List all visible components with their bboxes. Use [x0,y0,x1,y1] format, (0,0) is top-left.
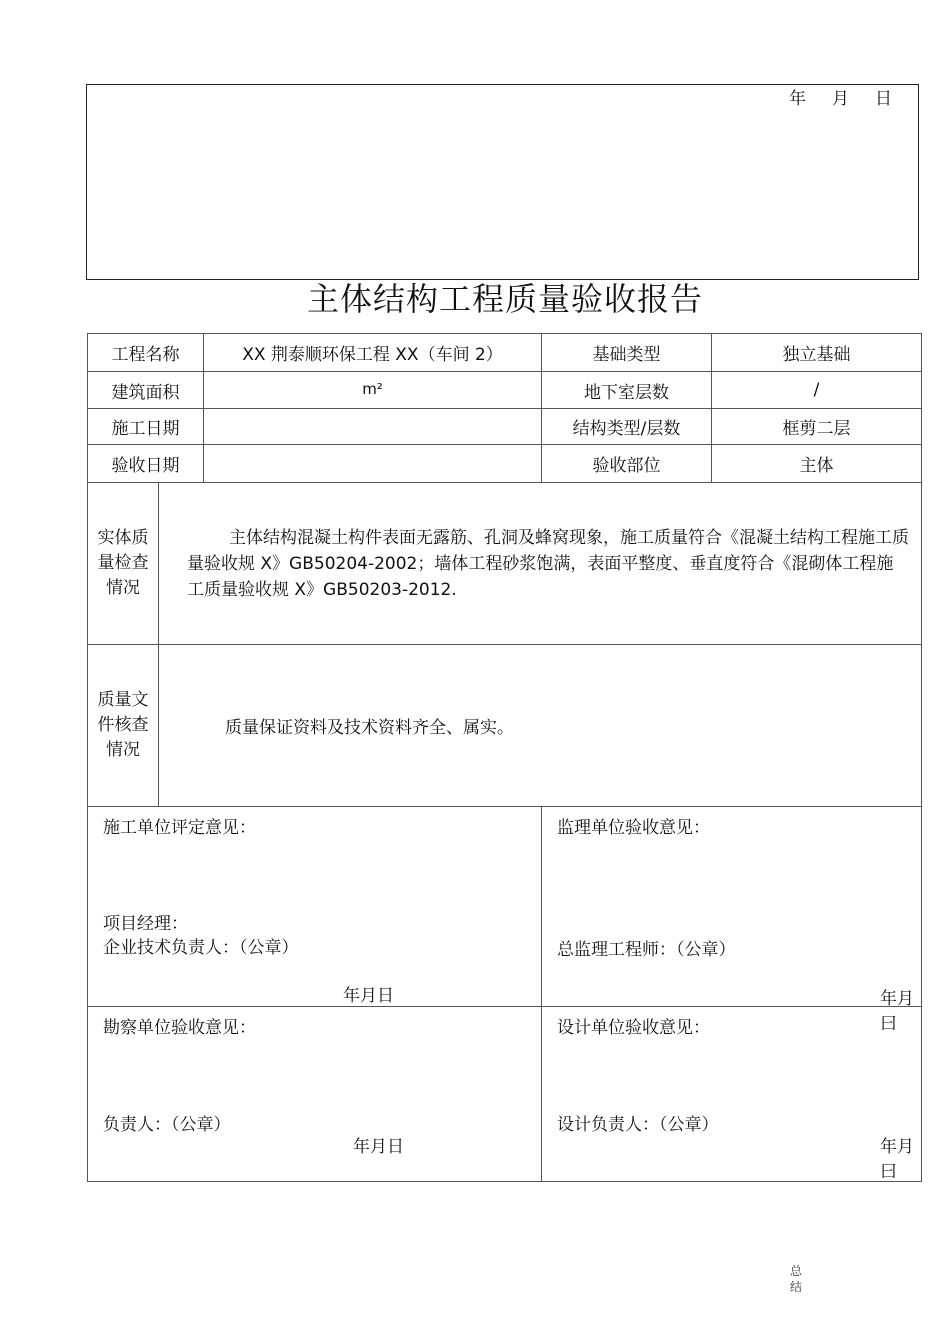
building-area-value[interactable]: m² [204,372,542,409]
construction-opinion-date: 年月日 [343,986,394,1006]
project-manager-label: 项目经理： [103,914,188,934]
doc-check-label [88,645,159,807]
top-date-day: 日 [875,89,894,109]
entity-check-label-line-1: 实体质 [97,528,149,548]
survey-opinion-date: 年月日 [353,1137,404,1157]
basement-floors-label: 地下室层数 [542,372,712,409]
foundation-type-value[interactable]: 独立基础 [712,334,922,372]
structure-type-value[interactable]: 框剪二层 [712,409,922,445]
chief-supervisor-label: 总监理工程师：（公章） [557,940,736,960]
construction-opinion-title: 施工单位评定意见： [103,818,256,838]
top-blank-box [86,84,919,280]
construction-date-value[interactable] [204,409,542,445]
entity-check-label-line-3: 情况 [106,578,140,598]
entity-check-label-line-2: 量检查 [97,553,149,573]
acceptance-date-value[interactable] [204,445,542,483]
acceptance-form [87,333,922,1182]
design-opinion-date: 年月曰 [880,1137,914,1182]
survey-opinion-title: 勘察单位验收意见： [103,1018,256,1038]
survey-lead-label: 负责人：（公章） [103,1115,231,1135]
top-date [789,84,918,109]
entity-check-content[interactable] [159,483,922,645]
design-lead-label: 设计负责人：（公章） [557,1115,719,1135]
row-acceptance-date [88,445,922,483]
entity-check-text: 主体结构混凝土构件表面无露筋、孔洞及蜂窝现象，施工质量符合《混凝土结构工程施工质量验收规 X》GB50204-2002；墙体工程砂浆饱满，表面平整度、垂直度符合《混砌体工程施工质量验收规 X》GB50203-2012. [187,527,909,600]
survey-opinion-box [88,1007,541,1181]
doc-check-content[interactable] [159,645,922,807]
page-title: 主体结构工程质量验收报告 [306,280,703,318]
acceptance-part-value[interactable]: 主体 [712,445,922,483]
supervision-opinion-title: 监理单位验收意见： [557,818,710,838]
top-rule-line [170,84,840,85]
project-name-value[interactable]: XX 荆泰顺环保工程 XX（车间 2） [204,334,542,372]
top-date-month: 月 [832,89,851,109]
row-entity-check [88,483,922,645]
supervision-opinion-date: 年月曰 [880,989,914,1034]
structure-type-label: 结构类型/层数 [542,409,712,445]
construction-tech-lead-label: 企业技术负责人：（公章） [103,938,299,958]
footer-line-1: 总 [790,1264,803,1278]
row-signatures-2 [88,1007,922,1182]
project-name-label: 工程名称 [88,334,204,372]
construction-opinion-box [88,807,541,1006]
top-date-year: 年 [789,89,808,109]
acceptance-part-label: 验收部位 [542,445,712,483]
basement-floors-value[interactable]: / [712,372,922,409]
foundation-type-label: 基础类型 [542,334,712,372]
row-building-area [88,372,922,409]
row-signatures-1 [88,807,922,1007]
building-area-label: 建筑面积 [88,372,204,409]
doc-check-label-line-2: 件核查 [97,715,149,735]
row-construction-date [88,409,922,445]
doc-check-label-line-3: 情况 [106,740,140,760]
survey-opinion-cell[interactable] [88,1007,542,1182]
footer-line-2: 结 [790,1280,803,1294]
doc-check-text: 质量保证资料及技术资料齐全、属实。 [225,718,514,738]
construction-date-label: 施工日期 [88,409,204,445]
row-project-name [88,334,922,372]
design-opinion-cell[interactable] [542,1007,922,1182]
page-footer [790,1263,802,1295]
entity-check-label [88,483,159,645]
design-opinion-title: 设计单位验收意见： [557,1018,710,1038]
construction-opinion-cell[interactable] [88,807,542,1007]
row-doc-check [88,645,922,807]
design-opinion-box [542,1007,921,1181]
doc-check-label-line-1: 质量文 [97,690,149,710]
acceptance-date-label: 验收日期 [88,445,204,483]
